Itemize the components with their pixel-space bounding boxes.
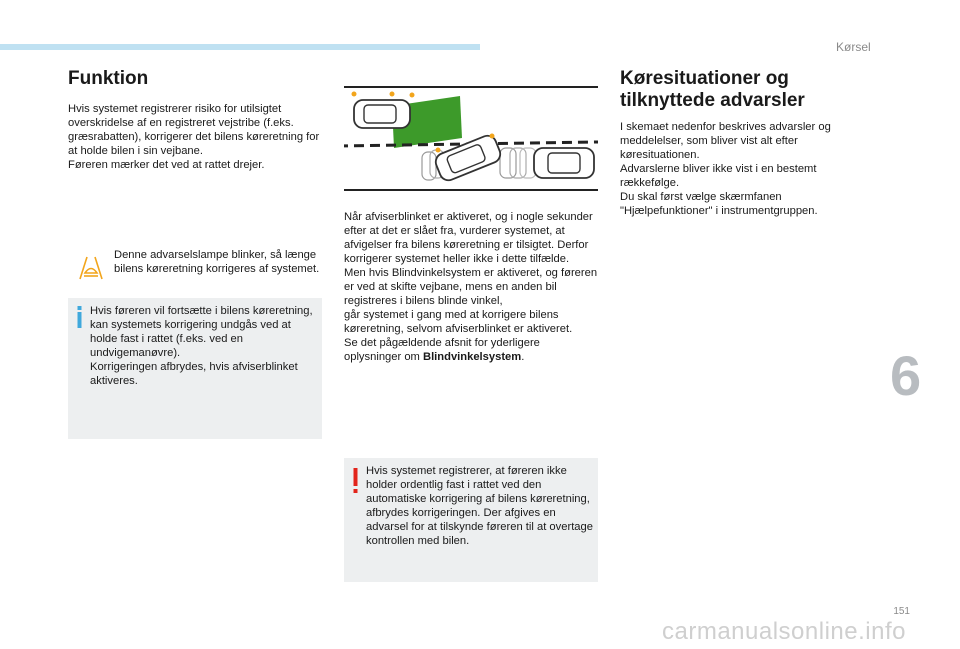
intro-paragraph: Hvis systemet registrerer risiko for utilsigtet overskridelse af en registreret vejstribe (f.eks. græsrabatten), korrigerer det bilens køreretning for at holde bilen i sin vejbane. Føreren mærker det ved at rattet drejer. <box>68 103 320 171</box>
right-paragraph: I skemaet nedenfor beskrives advarsler og meddelelser, som bliver vist alt efter køresituationen. Advarslerne bliver ikke vist i en bestemt rækkefølge. Du skal først vælge skærmfanen "Hjælpefunktioner" i instrumentgruppen. <box>620 121 831 217</box>
blindvinkel-term: Blindvinkelsystem <box>422 351 522 363</box>
middle-text-end: . <box>521 351 525 363</box>
info-box <box>68 298 322 439</box>
lane-correction-diagram <box>344 86 598 192</box>
watermark: carmanualsonline.info <box>662 618 906 645</box>
lamp-description: Denne advarselslampe blinker, så længe bilens køreretning korrigeres af systemet. <box>114 249 320 275</box>
middle-text: Når afviserblinket er aktiveret, og i nogle sekunder efter at det er slået fra, vurderer systemet, at afvigelser fra bilens køreretning er tilsigtet. Derfor korrigerer systemet heller ikke i dette tilfælde. Men hvis Blindvinkelsystem er aktiveret, og føreren er ved at skifte vejbane, mens en anden bil registreres i bilens blinde vinkel, går systemet i gang med at korrigere bilens køreretning, selvom afviserblinket er aktiveret. Se det pågældende afsnit for yderligere oplysninger om <box>344 211 598 363</box>
section-label: Kørsel <box>836 40 871 54</box>
warning-box <box>344 458 598 582</box>
middle-paragraph <box>344 210 600 364</box>
info-text: Hvis føreren vil fortsætte i bilens køreretning, kan systemets korrigering undgås ved at holde fast i rattet (f.eks. ved en undvigemanøvre). Korrigeringen afbrydes, hvis afviserblinket aktiveres. <box>90 305 313 387</box>
header-bar <box>0 44 480 50</box>
info-icon <box>76 306 84 328</box>
section-title-koeresituationer: Køresituationer og tilknyttede advarsler <box>620 68 805 111</box>
chapter-number: 6 <box>890 344 922 407</box>
section-title-funktion: Funktion <box>68 68 149 89</box>
lane-keeping-assist-lamp-icon <box>76 252 106 282</box>
page-number: 151 <box>893 606 910 617</box>
warning-lamp-note <box>68 248 322 298</box>
warning-text: Hvis systemet registrerer, at føreren ikke holder ordentlig fast i rattet ved den automatiske korrigering af bilens køreretning, afbrydes korrigeringen. Der afgives en advarsel for at tilskynde føreren til at overtage kontrollen med bilen. <box>366 465 593 547</box>
exclamation-icon <box>352 468 360 494</box>
